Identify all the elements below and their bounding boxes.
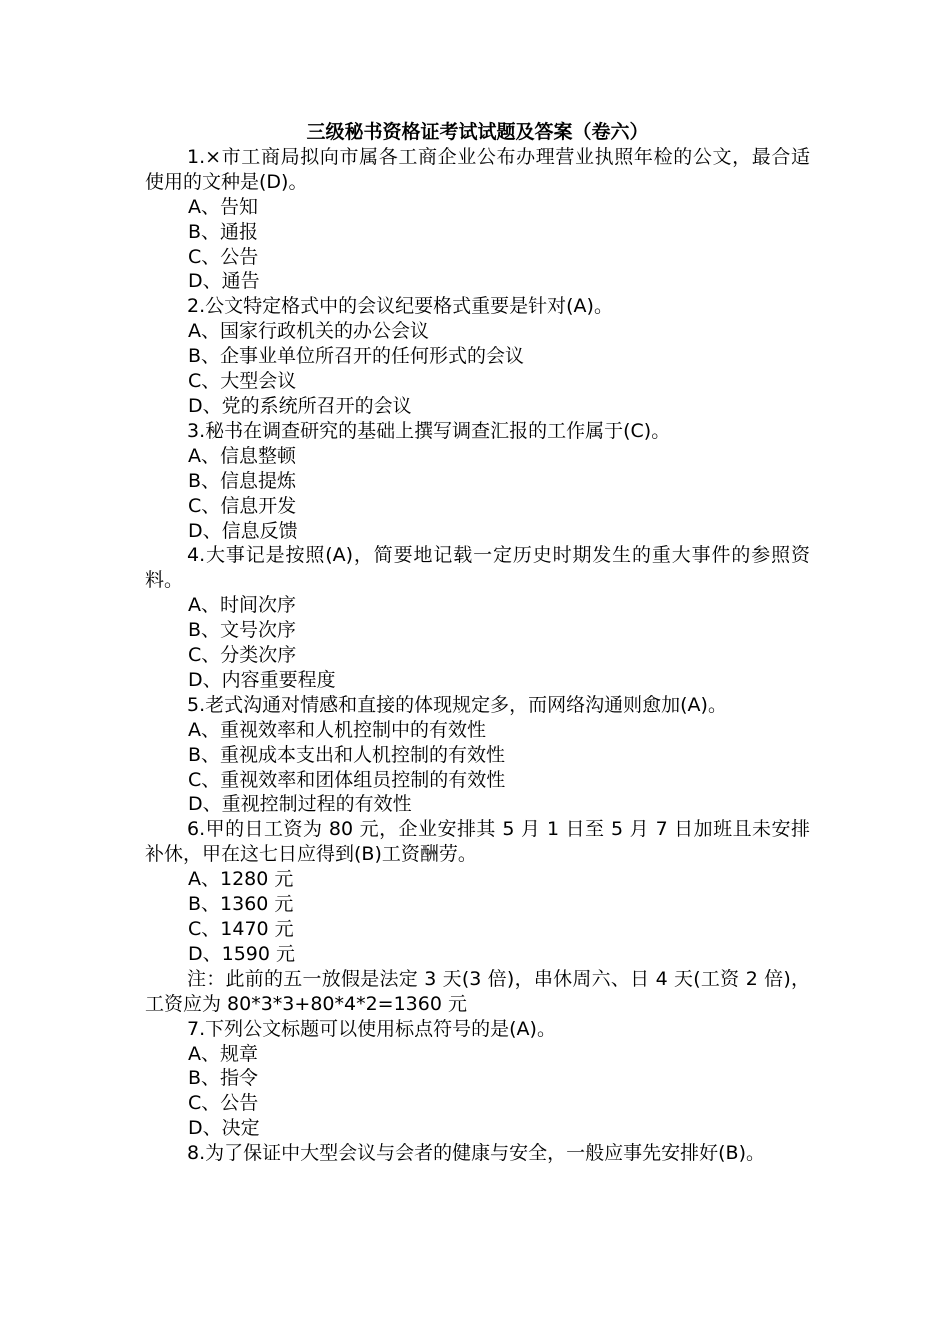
question-5 [145,693,810,818]
option-c: C、信息开发 [188,494,297,517]
question-stem: 3.秘书在调查研究的基础上撰写调查汇报的工作属于(C)。 [187,419,671,442]
question-3 [145,419,810,544]
question-stem: 5.老式沟通对情感和直接的体现规定多，而网络沟通则愈加(A)。 [187,693,727,716]
option-c: C、分类次序 [188,644,297,667]
option-a: A、国家行政机关的办公会议 [188,320,429,343]
option-d: D、重视控制过程的有效性 [188,793,412,816]
question-stem: 6.甲的日工资为 80 元，企业安排其 5 月 1 日至 5 月 7 日加班且未安排补休，甲在这七日应得到(B)工资酬劳。 [145,818,810,866]
answer-note: 注：此前的五一放假是法定 3 天(3 倍)，串休周六、日 4 天(工资 2 倍)，工资应为 80*3*3+80*4*2=1360 元 [145,967,810,1015]
question-8 [145,1141,810,1166]
option-c: C、公告 [188,1092,259,1115]
option-a: A、1280 元 [188,868,294,891]
option-a: A、规章 [188,1042,258,1065]
question-stem: 8.为了保证中大型会议与会者的健康与安全，一般应事先安排好(B)。 [187,1142,765,1165]
option-b: B、指令 [188,1067,259,1090]
option-b: B、企事业单位所召开的任何形式的会议 [188,345,525,368]
option-c: C、1470 元 [188,918,294,940]
document-page [145,120,810,1166]
document-title: 三级秘书资格证考试试题及答案（卷六） [306,121,649,143]
option-a: A、重视效率和人机控制中的有效性 [188,718,486,741]
question-7 [145,1017,810,1142]
option-a: A、时间次序 [188,594,296,617]
question-stem: 2.公文特定格式中的会议纪要格式重要是针对(A)。 [187,295,613,318]
question-stem: 4.大事记是按照(A)，简要地记载一定历史时期发生的重大事件的参照资料。 [145,544,810,592]
option-b: B、信息提炼 [188,469,297,492]
question-stem: 7.下列公文标题可以使用标点符号的是(A)。 [187,1017,556,1040]
question-4 [145,543,810,692]
option-c: C、公告 [188,245,259,268]
option-a: A、告知 [188,195,258,218]
option-b: B、通报 [188,220,259,243]
option-a: A、信息整顿 [188,444,296,467]
option-d: D、内容重要程度 [188,668,336,691]
option-c: C、大型会议 [188,370,297,393]
option-b: B、重视成本支出和人机控制的有效性 [188,743,506,766]
option-d: D、1590 元 [188,942,296,965]
option-d: D、党的系统所召开的会议 [188,394,412,417]
question-6 [145,817,810,1016]
option-b: B、文号次序 [188,619,297,642]
option-d: D、决定 [188,1117,260,1140]
option-b: B、1360 元 [188,893,294,916]
question-2 [145,294,810,419]
option-d: D、通告 [188,270,260,293]
option-d: D、信息反馈 [188,519,298,542]
question-stem: 1.×市工商局拟向市属各工商企业公布办理营业执照年检的公文，最合适使用的文种是(D)。 [145,145,810,193]
option-c: C、重视效率和团体组员控制的有效性 [188,768,506,791]
question-1 [145,145,810,294]
